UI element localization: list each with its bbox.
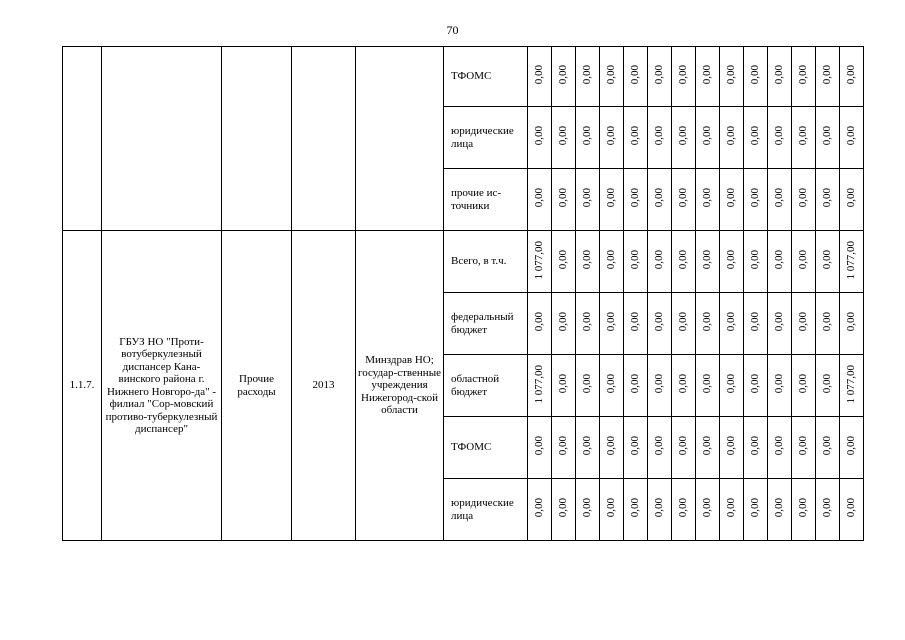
value-cell bbox=[600, 417, 624, 479]
value-cell bbox=[552, 293, 576, 355]
value-cell bbox=[624, 417, 648, 479]
value-text: 0,00 bbox=[533, 126, 546, 146]
value-cell bbox=[792, 231, 816, 293]
value-cell bbox=[840, 293, 864, 355]
value-cell bbox=[816, 169, 840, 231]
value-cell bbox=[648, 355, 672, 417]
value-cell bbox=[744, 47, 768, 107]
value-cell bbox=[792, 355, 816, 417]
value-cell bbox=[648, 169, 672, 231]
funding-source: прочие ис-точники bbox=[444, 169, 528, 231]
value-text: 0,00 bbox=[605, 374, 618, 394]
value-cell bbox=[528, 231, 552, 293]
value-text: 0,00 bbox=[773, 126, 786, 146]
value-text: 0,00 bbox=[845, 188, 858, 208]
value-text: 0,00 bbox=[605, 188, 618, 208]
value-text: 0,00 bbox=[557, 498, 570, 518]
value-text: 0,00 bbox=[821, 65, 834, 85]
value-text: 0,00 bbox=[725, 126, 738, 146]
value-cell bbox=[552, 355, 576, 417]
funding-source: ТФОМС bbox=[444, 417, 528, 479]
value-cell bbox=[528, 47, 552, 107]
table-row bbox=[63, 47, 864, 107]
funding-source: областной бюджет bbox=[444, 355, 528, 417]
value-cell bbox=[576, 293, 600, 355]
value-cell bbox=[744, 417, 768, 479]
value-text: 0,00 bbox=[557, 250, 570, 270]
value-cell bbox=[576, 231, 600, 293]
value-text: 0,00 bbox=[701, 250, 714, 270]
value-cell bbox=[576, 479, 600, 541]
value-text: 1 077,00 bbox=[845, 240, 858, 279]
value-cell bbox=[792, 47, 816, 107]
value-text: 0,00 bbox=[677, 498, 690, 518]
value-cell bbox=[600, 169, 624, 231]
value-text: 0,00 bbox=[701, 188, 714, 208]
value-text: 0,00 bbox=[581, 312, 594, 332]
value-cell bbox=[600, 479, 624, 541]
funding-source: ТФОМС bbox=[444, 47, 528, 107]
value-text: 0,00 bbox=[749, 188, 762, 208]
value-cell bbox=[624, 47, 648, 107]
value-cell bbox=[840, 417, 864, 479]
value-cell bbox=[624, 293, 648, 355]
value-text: 0,00 bbox=[725, 312, 738, 332]
value-cell bbox=[768, 355, 792, 417]
value-text: 1 077,00 bbox=[845, 364, 858, 403]
value-cell bbox=[648, 231, 672, 293]
value-text: 0,00 bbox=[797, 498, 810, 518]
empty-cell bbox=[63, 47, 102, 231]
funding-source: юридические лица bbox=[444, 479, 528, 541]
value-text: 0,00 bbox=[653, 498, 666, 518]
value-text: 0,00 bbox=[749, 312, 762, 332]
empty-cell bbox=[292, 47, 356, 231]
value-text: 0,00 bbox=[677, 374, 690, 394]
value-cell bbox=[600, 355, 624, 417]
value-cell bbox=[672, 417, 696, 479]
value-text: 0,00 bbox=[773, 374, 786, 394]
value-text: 0,00 bbox=[701, 374, 714, 394]
value-text: 0,00 bbox=[653, 374, 666, 394]
value-cell bbox=[552, 479, 576, 541]
value-text: 0,00 bbox=[629, 188, 642, 208]
executor: Минздрав НО; государ-ственные учреждения Нижегород-ской области bbox=[356, 231, 444, 541]
value-cell bbox=[528, 355, 552, 417]
value-text: 0,00 bbox=[557, 436, 570, 456]
value-cell bbox=[528, 417, 552, 479]
value-text: 0,00 bbox=[797, 436, 810, 456]
value-cell bbox=[744, 293, 768, 355]
value-cell bbox=[768, 417, 792, 479]
value-cell bbox=[720, 107, 744, 169]
value-text: 0,00 bbox=[677, 188, 690, 208]
expense-type: Прочие расходы bbox=[222, 231, 292, 541]
value-cell bbox=[744, 231, 768, 293]
value-cell bbox=[840, 107, 864, 169]
value-text: 0,00 bbox=[797, 188, 810, 208]
value-text: 0,00 bbox=[701, 312, 714, 332]
value-cell bbox=[696, 479, 720, 541]
value-cell bbox=[696, 293, 720, 355]
value-text: 0,00 bbox=[797, 250, 810, 270]
value-cell bbox=[720, 47, 744, 107]
value-cell bbox=[768, 293, 792, 355]
page-number: 70 bbox=[446, 23, 459, 37]
value-cell bbox=[576, 417, 600, 479]
value-cell bbox=[624, 231, 648, 293]
value-text: 0,00 bbox=[821, 374, 834, 394]
value-cell bbox=[840, 47, 864, 107]
value-text: 0,00 bbox=[725, 436, 738, 456]
value-cell bbox=[552, 169, 576, 231]
value-cell bbox=[624, 479, 648, 541]
value-text: 0,00 bbox=[557, 374, 570, 394]
value-cell bbox=[768, 231, 792, 293]
value-cell bbox=[576, 355, 600, 417]
value-cell bbox=[768, 479, 792, 541]
value-cell bbox=[696, 417, 720, 479]
value-text: 0,00 bbox=[653, 188, 666, 208]
value-cell bbox=[528, 293, 552, 355]
value-cell bbox=[672, 231, 696, 293]
value-text: 0,00 bbox=[533, 188, 546, 208]
value-text: 0,00 bbox=[557, 65, 570, 85]
value-cell bbox=[624, 355, 648, 417]
value-text: 0,00 bbox=[605, 250, 618, 270]
value-text: 0,00 bbox=[581, 436, 594, 456]
value-cell bbox=[768, 47, 792, 107]
value-text: 1 077,00 bbox=[533, 240, 546, 279]
value-text: 0,00 bbox=[581, 498, 594, 518]
value-text: 0,00 bbox=[677, 126, 690, 146]
value-text: 0,00 bbox=[749, 65, 762, 85]
value-text: 1 077,00 bbox=[533, 364, 546, 403]
value-cell bbox=[768, 169, 792, 231]
value-text: 0,00 bbox=[557, 126, 570, 146]
value-cell bbox=[720, 231, 744, 293]
value-cell bbox=[840, 169, 864, 231]
value-cell bbox=[600, 47, 624, 107]
value-text: 0,00 bbox=[581, 65, 594, 85]
value-cell bbox=[672, 293, 696, 355]
value-text: 0,00 bbox=[749, 250, 762, 270]
value-text: 0,00 bbox=[581, 188, 594, 208]
value-text: 0,00 bbox=[749, 126, 762, 146]
value-text: 0,00 bbox=[533, 436, 546, 456]
value-text: 0,00 bbox=[725, 65, 738, 85]
value-text: 0,00 bbox=[749, 436, 762, 456]
value-text: 0,00 bbox=[605, 436, 618, 456]
value-text: 0,00 bbox=[605, 126, 618, 146]
value-text: 0,00 bbox=[677, 312, 690, 332]
value-text: 0,00 bbox=[605, 65, 618, 85]
value-cell bbox=[816, 417, 840, 479]
value-cell bbox=[624, 169, 648, 231]
value-cell bbox=[648, 107, 672, 169]
value-cell bbox=[744, 169, 768, 231]
value-text: 0,00 bbox=[653, 312, 666, 332]
value-text: 0,00 bbox=[677, 436, 690, 456]
value-cell bbox=[792, 169, 816, 231]
value-cell bbox=[600, 293, 624, 355]
value-text: 0,00 bbox=[821, 436, 834, 456]
value-text: 0,00 bbox=[797, 312, 810, 332]
value-text: 0,00 bbox=[629, 374, 642, 394]
value-cell bbox=[696, 47, 720, 107]
value-text: 0,00 bbox=[821, 126, 834, 146]
value-text: 0,00 bbox=[677, 250, 690, 270]
funding-source: федеральный бюджет bbox=[444, 293, 528, 355]
value-text: 0,00 bbox=[533, 498, 546, 518]
value-cell bbox=[816, 293, 840, 355]
value-text: 0,00 bbox=[845, 312, 858, 332]
value-text: 0,00 bbox=[605, 312, 618, 332]
value-cell bbox=[840, 231, 864, 293]
value-text: 0,00 bbox=[725, 374, 738, 394]
value-text: 0,00 bbox=[629, 436, 642, 456]
value-text: 0,00 bbox=[821, 188, 834, 208]
value-text: 0,00 bbox=[773, 436, 786, 456]
value-cell bbox=[768, 107, 792, 169]
table-row bbox=[63, 231, 864, 293]
value-cell bbox=[528, 107, 552, 169]
value-cell bbox=[744, 355, 768, 417]
institution-name: ГБУЗ НО "Проти-вотуберкулезный диспансер Кана-винского района г. Нижнего Новгоро-да" - филиал "Сор-мовский противо-туберкулезный диспансер" bbox=[102, 231, 222, 541]
value-cell bbox=[600, 107, 624, 169]
value-cell bbox=[576, 107, 600, 169]
value-cell bbox=[672, 169, 696, 231]
value-text: 0,00 bbox=[701, 498, 714, 518]
value-cell bbox=[648, 479, 672, 541]
value-text: 0,00 bbox=[653, 65, 666, 85]
value-text: 0,00 bbox=[557, 188, 570, 208]
value-cell bbox=[816, 47, 840, 107]
value-cell bbox=[528, 169, 552, 231]
value-text: 0,00 bbox=[581, 126, 594, 146]
value-text: 0,00 bbox=[773, 312, 786, 332]
value-text: 0,00 bbox=[629, 312, 642, 332]
value-text: 0,00 bbox=[773, 250, 786, 270]
value-cell bbox=[672, 479, 696, 541]
value-text: 0,00 bbox=[653, 250, 666, 270]
value-cell bbox=[696, 107, 720, 169]
value-text: 0,00 bbox=[581, 374, 594, 394]
value-text: 0,00 bbox=[533, 312, 546, 332]
value-cell bbox=[672, 47, 696, 107]
value-cell bbox=[600, 231, 624, 293]
value-cell bbox=[840, 355, 864, 417]
value-text: 0,00 bbox=[629, 126, 642, 146]
value-cell bbox=[552, 47, 576, 107]
year: 2013 bbox=[292, 231, 356, 541]
value-cell bbox=[744, 107, 768, 169]
value-text: 0,00 bbox=[845, 436, 858, 456]
value-cell bbox=[648, 47, 672, 107]
value-text: 0,00 bbox=[821, 498, 834, 518]
value-cell bbox=[576, 47, 600, 107]
value-cell bbox=[816, 231, 840, 293]
value-text: 0,00 bbox=[845, 126, 858, 146]
value-text: 0,00 bbox=[773, 65, 786, 85]
value-cell bbox=[816, 479, 840, 541]
value-text: 0,00 bbox=[797, 126, 810, 146]
value-text: 0,00 bbox=[629, 250, 642, 270]
value-cell bbox=[672, 355, 696, 417]
value-text: 0,00 bbox=[821, 250, 834, 270]
value-cell bbox=[672, 107, 696, 169]
value-cell bbox=[624, 107, 648, 169]
value-cell bbox=[696, 169, 720, 231]
funding-table bbox=[62, 46, 864, 541]
empty-cell bbox=[102, 47, 222, 231]
value-cell bbox=[552, 417, 576, 479]
value-cell bbox=[552, 107, 576, 169]
empty-cell bbox=[222, 47, 292, 231]
value-text: 0,00 bbox=[629, 498, 642, 518]
value-cell bbox=[792, 417, 816, 479]
value-cell bbox=[816, 355, 840, 417]
value-text: 0,00 bbox=[533, 65, 546, 85]
value-cell bbox=[696, 231, 720, 293]
value-cell bbox=[744, 479, 768, 541]
item-number: 1.1.7. bbox=[63, 231, 102, 541]
value-text: 0,00 bbox=[653, 126, 666, 146]
value-cell bbox=[648, 417, 672, 479]
value-cell bbox=[720, 479, 744, 541]
value-text: 0,00 bbox=[701, 436, 714, 456]
value-text: 0,00 bbox=[725, 188, 738, 208]
value-text: 0,00 bbox=[677, 65, 690, 85]
value-cell bbox=[576, 169, 600, 231]
value-cell bbox=[816, 107, 840, 169]
value-cell bbox=[720, 293, 744, 355]
value-text: 0,00 bbox=[629, 65, 642, 85]
value-text: 0,00 bbox=[773, 498, 786, 518]
funding-source: юридические лица bbox=[444, 107, 528, 169]
value-text: 0,00 bbox=[701, 126, 714, 146]
value-text: 0,00 bbox=[845, 498, 858, 518]
value-cell bbox=[720, 417, 744, 479]
value-cell bbox=[792, 479, 816, 541]
value-text: 0,00 bbox=[605, 498, 618, 518]
value-text: 0,00 bbox=[845, 65, 858, 85]
value-text: 0,00 bbox=[749, 374, 762, 394]
value-text: 0,00 bbox=[581, 250, 594, 270]
value-cell bbox=[720, 169, 744, 231]
value-text: 0,00 bbox=[557, 312, 570, 332]
value-text: 0,00 bbox=[725, 250, 738, 270]
value-text: 0,00 bbox=[725, 498, 738, 518]
value-text: 0,00 bbox=[797, 374, 810, 394]
funding-source: Всего, в т.ч. bbox=[444, 231, 528, 293]
value-text: 0,00 bbox=[821, 312, 834, 332]
value-text: 0,00 bbox=[773, 188, 786, 208]
value-cell bbox=[648, 293, 672, 355]
value-cell bbox=[720, 355, 744, 417]
value-cell bbox=[528, 479, 552, 541]
value-cell bbox=[792, 293, 816, 355]
empty-cell bbox=[356, 47, 444, 231]
value-cell bbox=[696, 355, 720, 417]
value-text: 0,00 bbox=[797, 65, 810, 85]
value-text: 0,00 bbox=[653, 436, 666, 456]
value-cell bbox=[840, 479, 864, 541]
value-cell bbox=[552, 231, 576, 293]
value-cell bbox=[792, 107, 816, 169]
value-text: 0,00 bbox=[701, 65, 714, 85]
value-text: 0,00 bbox=[749, 498, 762, 518]
